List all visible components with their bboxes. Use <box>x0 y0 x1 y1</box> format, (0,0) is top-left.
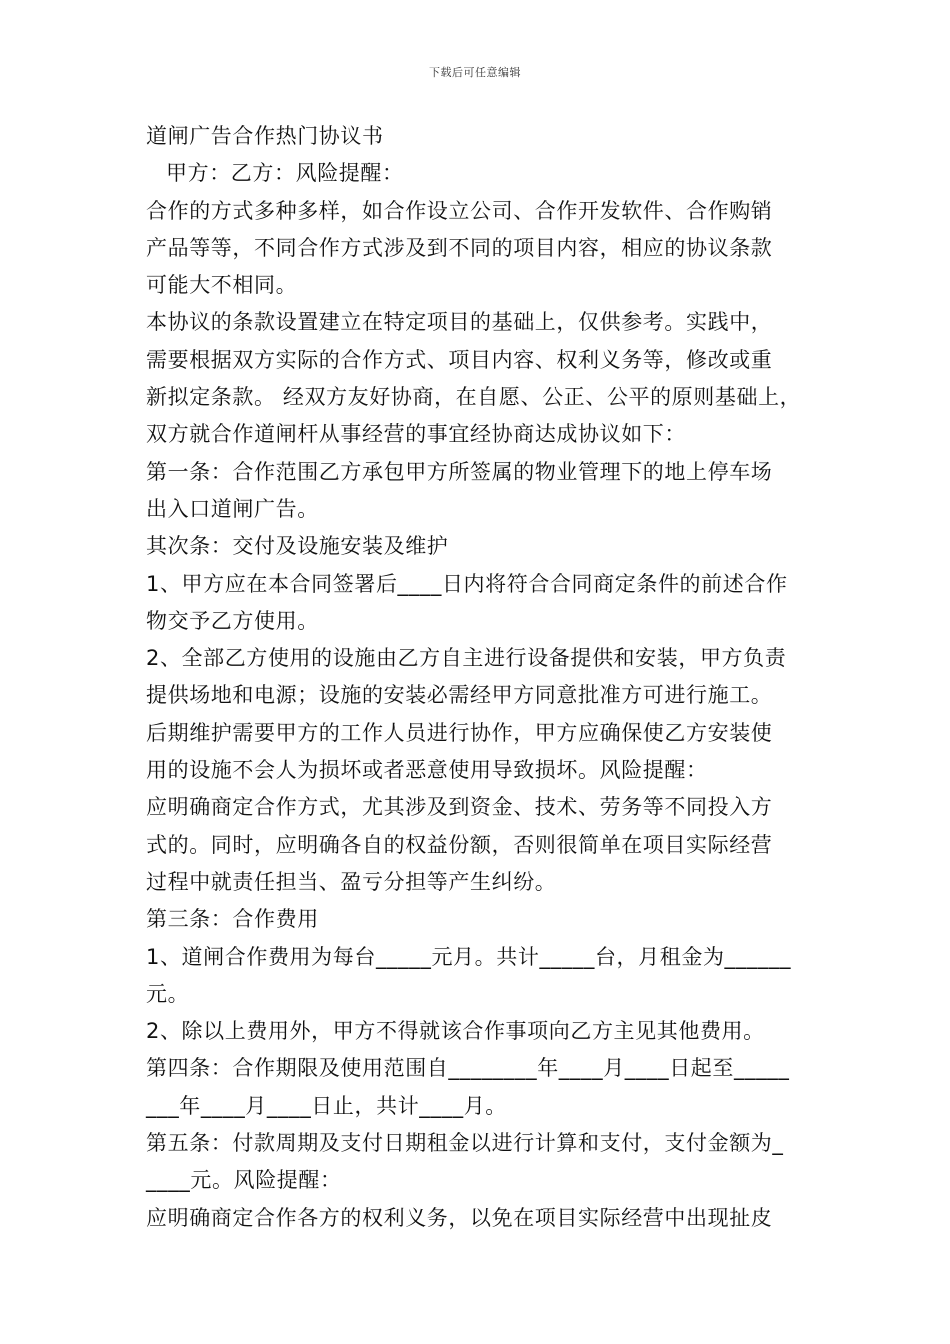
paragraph-line: 后期维护需要甲方的工作人员进行协作，甲方应确保使乙方安装使 <box>146 720 773 745</box>
clause-heading: 第一条：合作范围乙方承包甲方所签属的物业管理下的地上停车场 <box>146 459 773 484</box>
paragraph-line: 1、道闸合作费用为每台_____元月。共计_____台，月租金为______ <box>146 944 792 969</box>
paragraph-line: 本协议的条款设置建立在特定项目的基础上，仅供参考。实践中， <box>146 310 773 335</box>
paragraph-line: 双方就合作道闸杆从事经营的事宜经协商达成协议如下： <box>146 422 686 447</box>
paragraph-line: 产品等等，不同合作方式涉及到不同的项目内容，相应的协议条款 <box>146 235 773 260</box>
paragraph-line: 应明确商定合作方式，尤其涉及到资金、技术、劳务等不同投入方 <box>146 795 773 820</box>
page-header: 下载后可任意编辑 <box>429 66 521 79</box>
paragraph-line: 可能大不相同。 <box>146 273 298 298</box>
paragraph-line: 出入口道闸广告。 <box>146 496 319 521</box>
paragraph-line: 应明确商定合作各方的权利义务，以免在项目实际经营中出现扯皮 <box>146 1205 773 1230</box>
paragraph-line: 合作的方式多种多样，如合作设立公司、合作开发软件、合作购销 <box>146 198 773 223</box>
paragraph-line: 甲方：乙方：风险提醒： <box>166 161 404 186</box>
document-title: 道闸广告合作热门协议书 <box>146 124 384 148</box>
paragraph-line: 式的。同时，应明确各自的权益份额，否则很简单在项目实际经营 <box>146 832 773 857</box>
paragraph-line: 用的设施不会人为损坏或者恶意使用导致损坏。风险提醒： <box>146 758 708 783</box>
paragraph-line: ____元。风险提醒： <box>146 1168 342 1193</box>
paragraph-line: ___年____月____日止，共计____月。 <box>146 1093 507 1118</box>
paragraph-line: 元。 <box>146 981 190 1006</box>
clause-heading: 其次条：交付及设施安装及维护 <box>146 534 449 559</box>
paragraph-line: 2、除以上费用外，甲方不得就该合作事项向乙方主见其他费用。 <box>146 1019 765 1044</box>
paragraph-line: 过程中就责任担当、盈亏分担等产生纠纷。 <box>146 869 557 894</box>
clause-heading: 第三条：合作费用 <box>146 907 319 932</box>
clause-heading: 第五条：付款周期及支付日期租金以进行计算和支付，支付金额为_ <box>146 1131 784 1156</box>
paragraph-line: 需要根据双方实际的合作方式、项目内容、权利义务等，修改或重 <box>146 347 773 372</box>
document-body <box>146 118 836 1237</box>
clause-heading: 第四条：合作期限及使用范围自________年____月____日起至_____ <box>146 1056 790 1081</box>
paragraph-line: 2、全部乙方使用的设施由乙方自主进行设备提供和安装，甲方负责 <box>146 646 787 671</box>
paragraph-line: 物交予乙方使用。 <box>146 608 319 633</box>
paragraph-line: 新拟定条款。 经双方友好协商，在自愿、公正、公平的原则基础上， <box>146 385 802 410</box>
paragraph-line: 提供场地和电源；设施的安装必需经甲方同意批准方可进行施工。 <box>146 683 773 708</box>
paragraph-line: 1、甲方应在本合同签署后____日内将符合合同商定条件的前述合作 <box>146 571 788 596</box>
